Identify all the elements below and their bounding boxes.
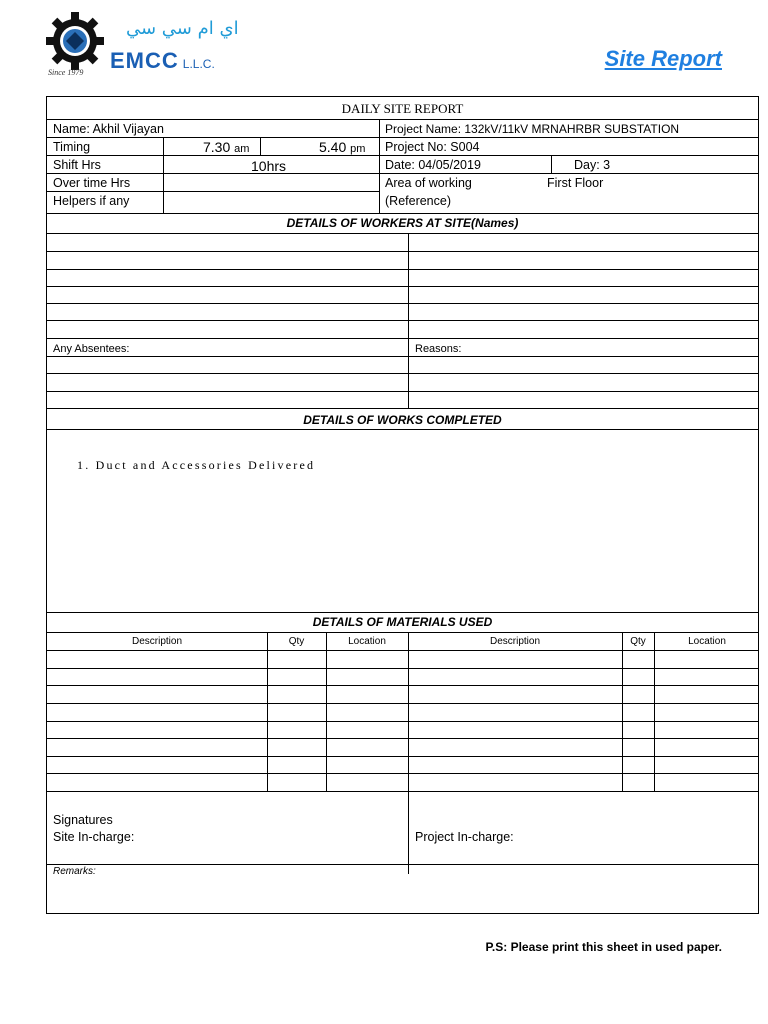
reference-label: (Reference) xyxy=(385,194,451,208)
materials-header-description-2: Description xyxy=(489,636,541,647)
remarks-label: Remarks: xyxy=(53,866,96,877)
area-of-working-value: First Floor xyxy=(547,176,604,190)
work-item: 1. Duct and Accessories Delivered xyxy=(77,458,316,472)
company-logo xyxy=(44,10,244,80)
absentees-label: Any Absentees: xyxy=(53,343,130,355)
shift-hrs-value: 10hrs xyxy=(251,158,287,174)
materials-header-qty-2: Qty xyxy=(630,636,646,647)
ps-note: P.S: Please print this sheet in used paper. xyxy=(485,940,722,954)
project-no-field: Project No: S004 xyxy=(385,140,480,154)
shift-hrs-label: Shift Hrs xyxy=(53,158,101,172)
signatures-label: Signatures xyxy=(53,813,113,827)
company-name: EMCC L.L.C. xyxy=(110,48,215,73)
timing-label: Timing xyxy=(53,140,91,154)
materials-header-location-2: Location xyxy=(688,636,726,647)
materials-header-location: Location xyxy=(348,636,386,647)
overtime-label: Over time Hrs xyxy=(53,176,131,190)
materials-header-qty: Qty xyxy=(288,636,305,647)
daily-site-report-form xyxy=(46,96,759,914)
works-section-title: DETAILS OF WORKS COMPLETED xyxy=(303,413,502,427)
form-title: DAILY SITE REPORT xyxy=(341,101,464,116)
workers-section-title: DETAILS OF WORKERS AT SITE(Names) xyxy=(286,216,519,230)
materials-section-title: DETAILS OF MATERIALS USED xyxy=(312,615,493,629)
project-incharge-label: Project In-charge: xyxy=(415,830,514,844)
project-name-field: Project Name: 132kV/11kV MRNAHRBR SUBSTATION xyxy=(385,122,680,136)
company-arabic-name: اي ام سي سي xyxy=(126,18,239,39)
gear-logo-icon xyxy=(44,10,106,72)
report-title: Site Report xyxy=(604,46,722,71)
date-field: Date: 04/05/2019 xyxy=(385,158,481,172)
timing-start: 7.30 am xyxy=(203,139,250,155)
area-of-working-label: Area of working xyxy=(385,176,472,190)
since-text: Since 1979 xyxy=(48,68,84,77)
day-field: Day: 3 xyxy=(574,158,611,172)
name-field: Name: Akhil Vijayan xyxy=(53,122,164,136)
timing-end: 5.40 pm xyxy=(319,139,366,155)
materials-header-description: Description xyxy=(131,636,183,647)
site-incharge-label: Site In-charge: xyxy=(53,830,135,844)
reasons-label: Reasons: xyxy=(415,343,462,355)
helpers-label: Helpers if any xyxy=(53,194,130,208)
